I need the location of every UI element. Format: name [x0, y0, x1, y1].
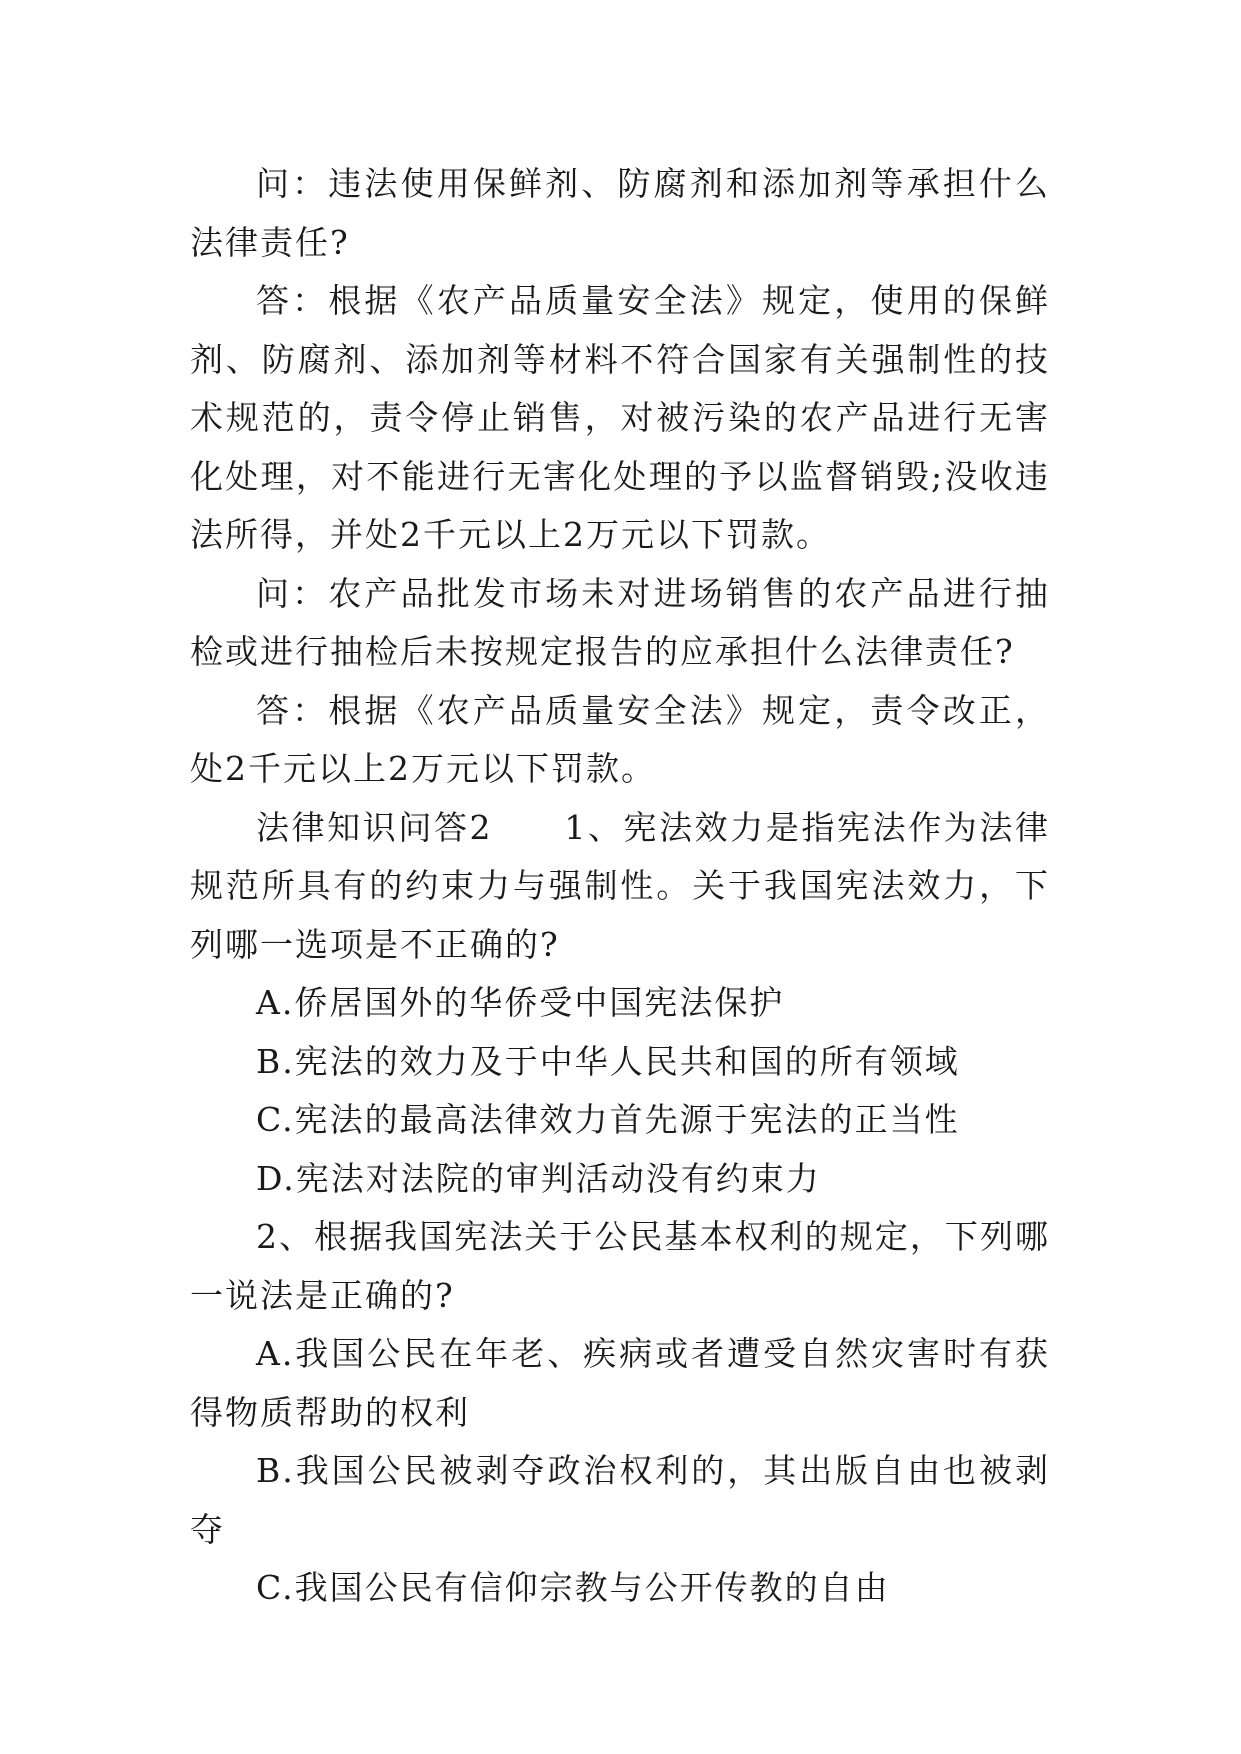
- section-question-paragraph: 法律知识问答2 1、宪法效力是指宪法作为法律规范所具有的约束力与强制性。关于我国宪法效力，下列哪一选项是不正确的?: [190, 807, 1050, 964]
- answer-paragraph: 答：根据《农产品质量安全法》规定，使用的保鲜剂、防腐剂、添加剂等材料不符合国家有关强制性的技术规范的，责令停止销售，对被污染的农产品进行无害化处理，对不能进行无害化处理的予以监督销毁;没收违法所得，并处2千元以上2万元以下罚款。: [190, 281, 1050, 554]
- option-item: A.侨居国外的华侨受中国宪法保护: [256, 983, 785, 1022]
- option-item: B.我国公民被剥夺政治权利的，其出版自由也被剥夺: [190, 1451, 1050, 1549]
- option-item: B.宪法的效力及于中华人民共和国的所有领域: [256, 1041, 960, 1081]
- answer-paragraph: 答：根据《农产品质量安全法》规定，责令改正，处2千元以上2万元以下罚款。: [190, 690, 1050, 788]
- option-item: C.我国公民有信仰宗教与公开传教的自由: [256, 1568, 890, 1607]
- document-body: [190, 155, 1050, 1618]
- question-paragraph: 问：农产品批发市场未对进场销售的农产品进行抽检或进行抽检后未按规定报告的应承担什么法律责任?: [190, 573, 1050, 671]
- option-item: C.宪法的最高法律效力首先源于宪法的正当性: [256, 1100, 960, 1139]
- option-item: A.我国公民在年老、疾病或者遭受自然灾害时有获得物质帮助的权利: [190, 1334, 1050, 1432]
- option-item: D.宪法对法院的审判活动没有约束力: [256, 1158, 821, 1198]
- question-paragraph: 问：违法使用保鲜剂、防腐剂和添加剂等承担什么法律责任?: [190, 164, 1050, 262]
- question-paragraph: 2、根据我国宪法关于公民基本权利的规定，下列哪一说法是正确的?: [190, 1217, 1050, 1315]
